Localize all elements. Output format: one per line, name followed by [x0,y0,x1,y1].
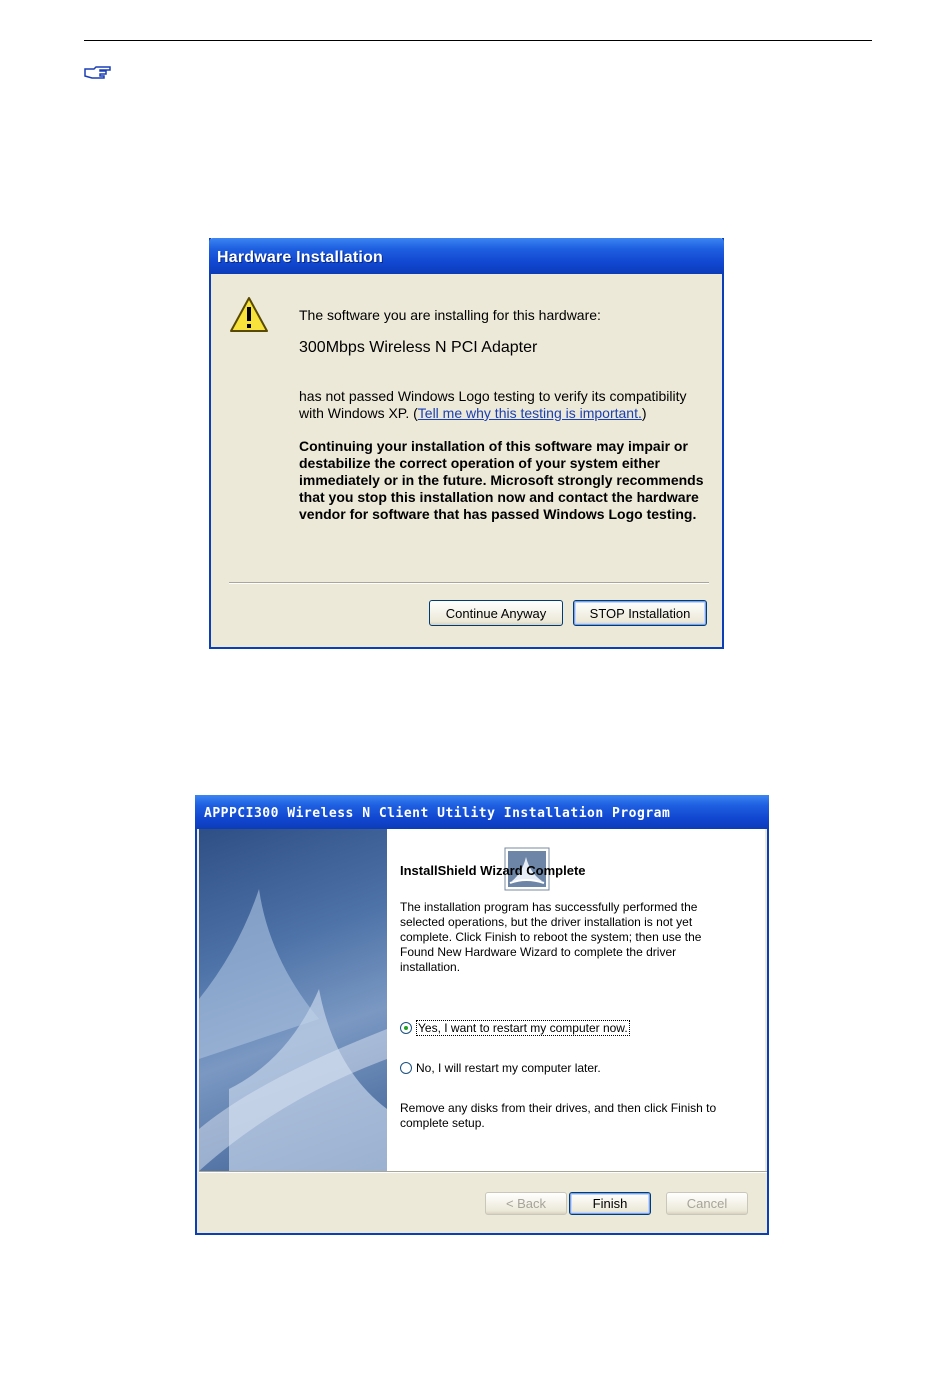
warning-text: Continuing your installation of this software may impair or destabilize the correct operation of your system either immediately or in the future. Microsoft strongly recommends that you stop this installation now and contact the hardware vendor for software that has passed Windows Logo testing. [299,438,704,522]
restart-later-radio[interactable] [400,1061,601,1075]
pointing-hand-icon [84,64,112,85]
dialog-title: APPPCI300 Wireless N Client Utility Installation Program [204,806,671,821]
installshield-dialog [195,795,769,1235]
separator [199,1171,767,1173]
cancel-button[interactable]: Cancel [666,1192,748,1215]
side-banner-image [199,829,387,1171]
stop-installation-button[interactable]: STOP Installation [573,600,707,626]
device-name: 300Mbps Wireless N PCI Adapter [299,339,538,356]
why-testing-link[interactable]: Tell me why this testing is important. [417,405,642,421]
warning-triangle-icon [229,296,269,339]
separator [229,582,709,584]
logo-testing-text-b: ) [641,405,647,421]
remove-disks-text: Remove any disks from their drives, and then click Finish to complete setup. [400,1101,717,1130]
software-line: The software you are installing for this hardware: [299,307,601,323]
hardware-installation-dialog [209,238,724,649]
logo-testing-text [299,388,699,422]
wizard-content [387,829,765,1171]
logo-testing-text-a: has not passed Windows Logo testing to verify its compatibility with Windows XP. ( [299,388,687,421]
wizard-heading: InstallShield Wizard Complete [400,863,586,878]
restart-later-label: No, I will restart my computer later. [416,1061,601,1075]
continue-anyway-button[interactable]: Continue Anyway [429,600,563,626]
title-bar[interactable] [195,795,769,829]
restart-now-label: Yes, I want to restart my computer now. [418,1021,628,1035]
wizard-body-text: The installation program has successfully performed the selected operations, but the driver installation is not yet complete. Click Finish to reboot the system; then use the Found New Hardware Wizard to complete the driver installation. [400,900,702,974]
finish-button[interactable]: Finish [569,1192,651,1215]
dialog-title: Hardware Installation [217,249,384,266]
radio-unselected-icon[interactable] [400,1062,412,1074]
back-button[interactable]: < Back [485,1192,567,1215]
radio-selected-icon[interactable] [400,1022,412,1034]
title-bar[interactable] [209,238,724,274]
top-rule [84,40,872,41]
restart-now-radio[interactable] [400,1020,630,1036]
